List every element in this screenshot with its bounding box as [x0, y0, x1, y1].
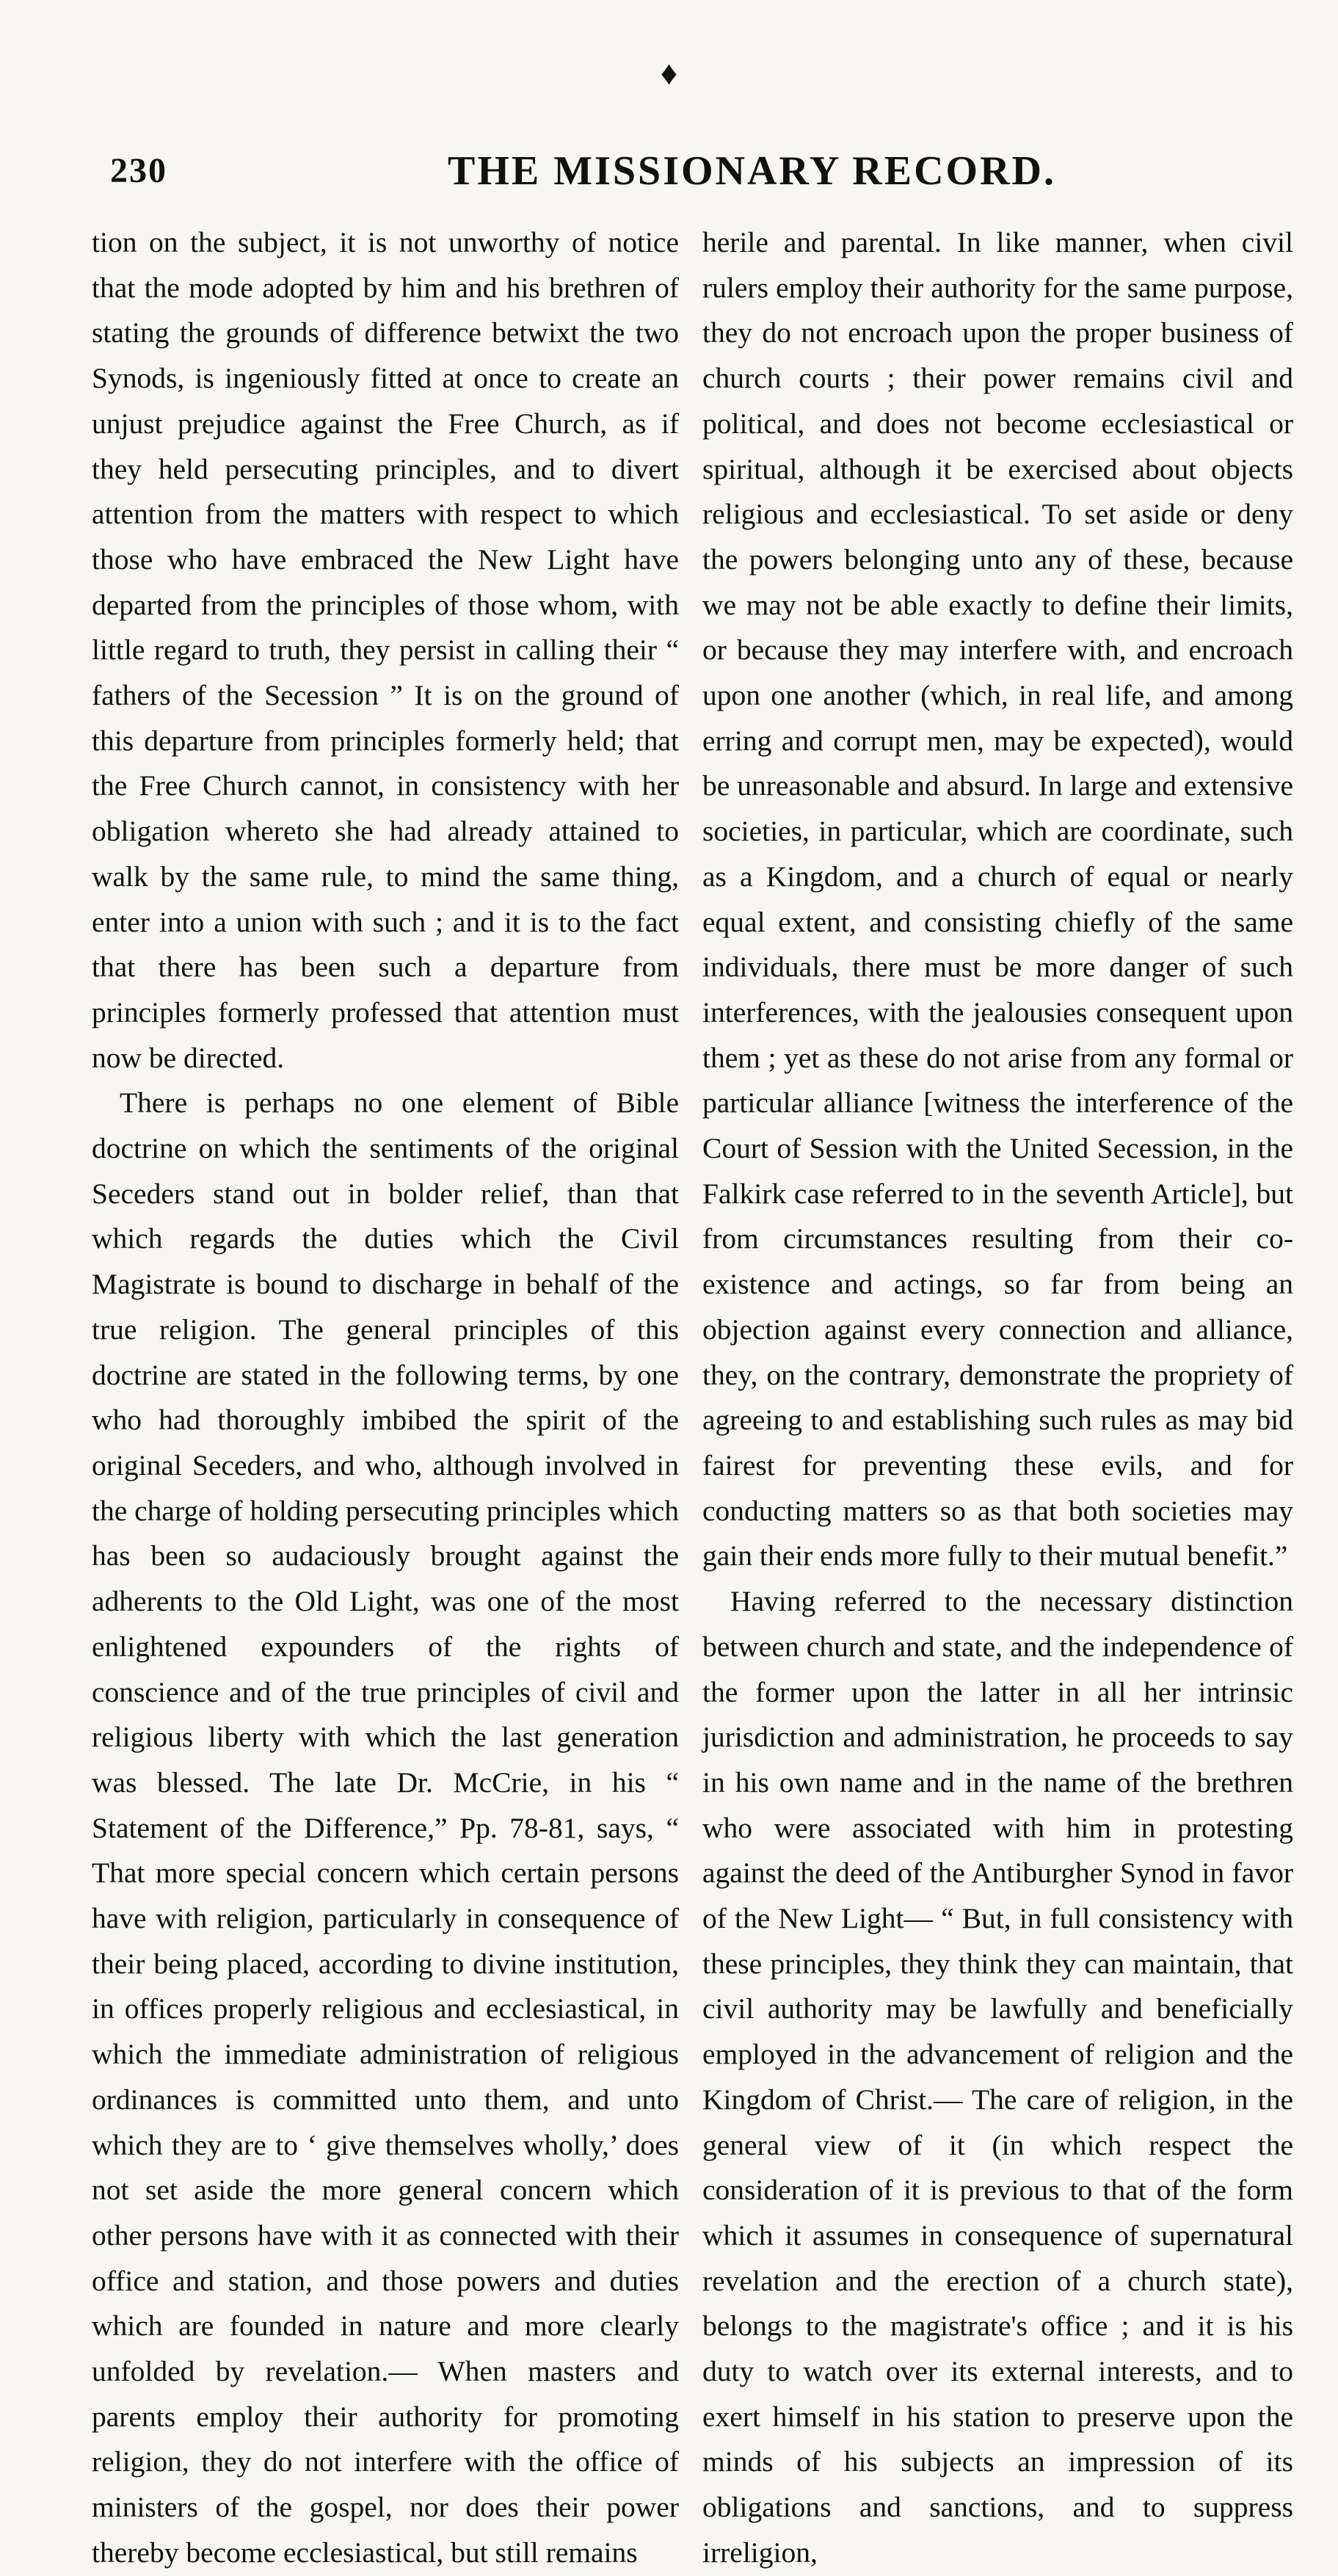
left-paragraph-1: tion on the subject, it is not unworthy of notice that the mode adopted by him and his brethren of stating the grounds of difference betwixt the two Synods, is ingeniously fitted at once to create an unjust prejudice against the Free Church, as if they held persecuting principles, and to divert attention from the matters with respect to which those who have embraced the New Light have departed from the principles of those whom, with little regard to truth, they persist in calling their “ fathers of the Secession ” It is on the ground of this departure from principles formerly held; that the Free Church cannot, in consistency with her obligation whereto she had already attained to walk by the same rule, to mind the same thing, enter into a union with such ; and it is to the fact that there has been such a departure from principles formerly professed that attention must now be directed.	[92, 226, 679, 1074]
ornament-mark: ♦	[660, 54, 678, 92]
page-header	[110, 150, 1294, 202]
running-title: THE MISSIONARY RECORD.	[448, 148, 1056, 194]
right-column	[702, 220, 1293, 2569]
right-paragraph-1: herile and parental. In like manner, when civil rulers employ their authority for the same purpose, they do not encroach upon the proper business of church courts ; their power remains civil and political, and does not become ecclesiastical or spiritual, although it be exercised about objects religious and ecclesiastical. To set aside or deny the powers belonging unto any of these, because we may not be able exactly to define their limits, or because they may interfere with, and encroach upon one another (which, in real life, and among erring and corrupt men, may be expected), would be unreasonable and absurd. In large and extensive societies, in particular, which are coordinate, such as a Kingdom, and a church of equal or nearly equal extent, and consisting chiefly of the same individuals, there must be more danger of such interferences, with the jealousies consequent upon them ; yet as these do not arise from any formal or particular alliance [witness the interference of the Court of Session with the United Secession, in the Falkirk case referred to in the seventh Article], but from circumstances resulting from their co-existence and actings, so far from being an objection against every connection and alliance, they, on the contrary, demonstrate the propriety of agreeing to and establishing such rules as may bid fairest for preventing these evils, and for conducting matters so as that both societies may gain their ends more fully to their mutual benefit.”	[702, 226, 1293, 1572]
left-column	[92, 220, 680, 2569]
right-paragraph-2: Having referred to the necessary distinction between church and state, and the independence of the former upon the latter in all her intrinsic jurisdiction and administration, he proceeds to say in his own name and in the name of the brethren who were associated with him in protesting against the deed of the Antiburgher Synod in favor of the New Light— “ But, in full consistency with these principles, they think they can maintain, that civil authority may be lawfully and beneficially employed in the advancement of religion and the Kingdom of Christ.— The care of religion, in the general view of it (in which respect the consideration of it is previous to that of the form which it assumes in consequence of supernatural revelation and the erection of a church state), belongs to the magistrate's office ; and it is his duty to watch over its external interests, and to exert himself in his station to preserve upon the minds of his subjects an impression of its obligations and sanctions, and to suppress irreligion,	[702, 1585, 1293, 2569]
left-paragraph-2: There is perhaps no one element of Bible doctrine on which the sentiments of the original Seceders stand out in bolder relief, than that which regards the duties which the Civil Magistrate is bound to discharge in behalf of the true religion. The general principles of this doctrine are stated in the following terms, by one who had thoroughly imbibed the spirit of the original Seceders, and who, although involved in the charge of holding persecuting principles which has been so audaciously brought against the adherents to the Old Light, was one of the most enlightened expounders of the rights of conscience and of the true principles of civil and religious liberty with which the last generation was blessed. The late Dr. McCrie, in his “ Statement of the Difference,” Pp. 78-81, says, “ That more special concern which certain persons have with religion, particularly in consequence of their being placed, according to divine institution, in offices properly religious and ecclesiastical, in which the immediate administration of religious ordinances is committed unto them, and unto which they are to ‘ give themselves wholly,’ does not set aside the more general concern which other persons have with it as connected with their office and station, and those powers and duties which are founded in nature and more clearly unfolded by revelation.— When masters and parents employ their authority for promoting religion, they do not interfere with the office of ministers of the gospel, nor does their power thereby become ecclesiastical, but still remains	[92, 1086, 680, 2569]
page-number: 230	[110, 151, 167, 190]
